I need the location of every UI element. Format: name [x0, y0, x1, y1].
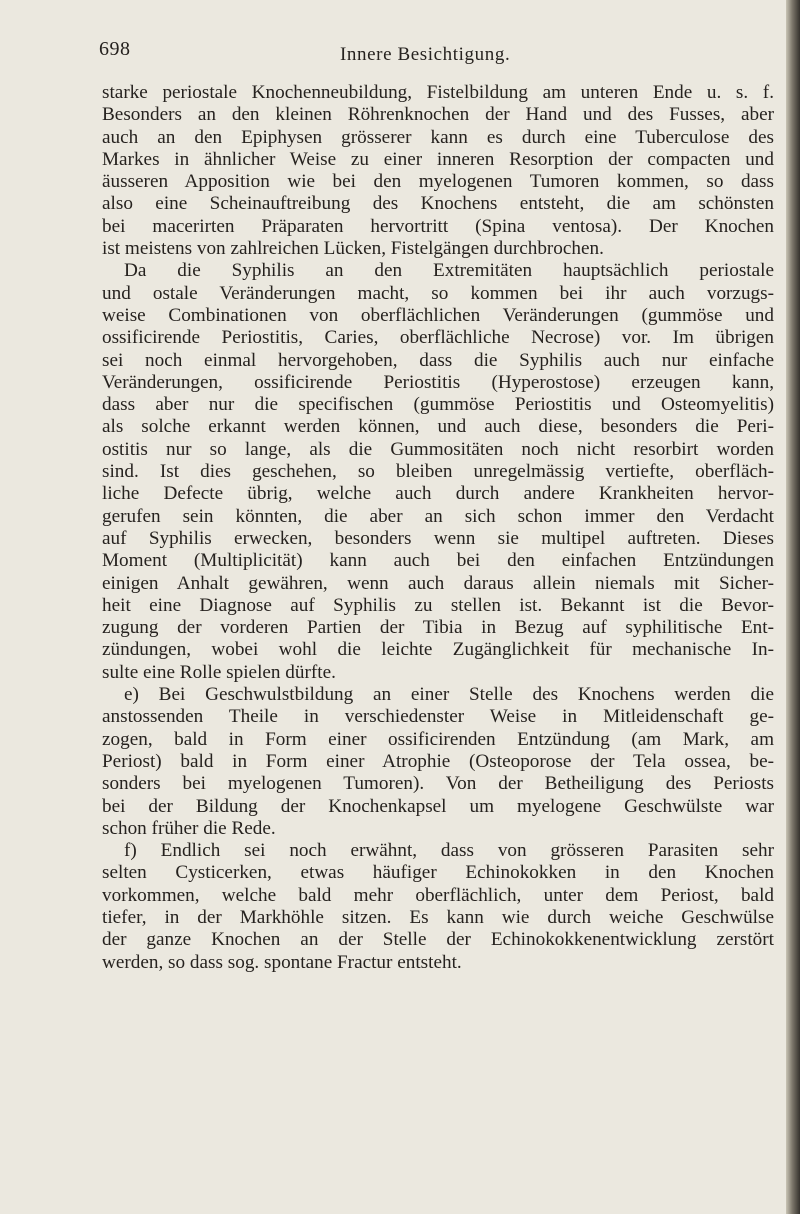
text-line: sei noch einmal hervorgehoben, dass die Syphilis auch nur einfache — [102, 349, 774, 371]
paragraph — [102, 684, 774, 840]
text-line: Besonders an den kleinen Röhrenknochen der Hand und des Fusses, aber — [102, 104, 774, 126]
page-number: 698 — [99, 38, 131, 60]
text-line: weise Combinationen von oberflächlichen Veränderungen (gummöse und — [102, 304, 774, 326]
text-line: bei der Bildung der Knochenkapsel um myelogene Geschwülste war — [102, 795, 774, 817]
text-line: zugung der vorderen Partien der Tibia in Bezug auf syphilitische Ent- — [102, 617, 774, 639]
text-line: f) Endlich sei noch erwähnt, dass von grösseren Parasiten sehr — [124, 840, 774, 862]
text-line: Moment (Multiplicität) kann auch bei den einfachen Entzündungen — [102, 550, 774, 572]
paragraph — [102, 260, 774, 684]
text-line: sind. Ist dies geschehen, so bleiben unregelmässig vertiefte, oberfläch- — [102, 461, 774, 483]
text-line: und ostale Veränderungen macht, so kommen bei ihr auch vorzugs- — [102, 282, 774, 304]
text-line: einigen Anhalt gewähren, wenn auch daraus allein niemals mit Sicher- — [102, 572, 774, 594]
paragraph — [102, 840, 774, 974]
text-line: Veränderungen, ossificirende Periostitis (Hyperostose) erzeugen kann, — [102, 371, 774, 393]
text-line: dass aber nur die specifischen (gummöse Periostitis und Osteomyelitis) — [102, 394, 774, 416]
text-line: heit eine Diagnose auf Syphilis zu stellen ist. Bekannt ist die Bevor- — [102, 594, 774, 616]
text-line: auch an den Epiphysen grösserer kann es durch eine Tuberculose des — [102, 126, 774, 148]
text-line: liche Defecte übrig, welche auch durch andere Krankheiten hervor- — [102, 483, 774, 505]
text-line: vorkommen, welche bald mehr oberflächlich, unter dem Periost, bald — [102, 884, 774, 906]
text-line: zogen, bald in Form einer ossificirenden Entzündung (am Mark, am — [102, 728, 774, 750]
text-line: ist meistens von zahlreichen Lücken, Fistelgängen durchbrochen. — [102, 238, 604, 260]
text-line: sonders bei myelogenen Tumoren). Von der Betheiligung des Periosts — [102, 773, 774, 795]
text-line: der ganze Knochen an der Stelle der Echinokokkenentwicklung zerstört — [102, 929, 774, 951]
text-line: werden, so dass sog. spontane Fractur entsteht. — [102, 951, 462, 973]
text-line: Markes in ähnlicher Weise zu einer inneren Resorption der compacten und — [102, 148, 774, 170]
text-line: ostitis nur so lange, als die Gummositäten noch nicht resorbirt worden — [102, 438, 774, 460]
text-line: ossificirende Periostitis, Caries, oberflächliche Necrose) vor. Im übrigen — [102, 327, 774, 349]
text-line: starke periostale Knochenneubildung, Fistelbildung am unteren Ende u. s. f. — [102, 82, 774, 103]
running-title: Innere Besichtigung. — [340, 44, 511, 65]
text-line: äusseren Apposition wie bei den myelogenen Tumoren kommen, so dass — [102, 171, 774, 193]
page-header — [0, 38, 790, 72]
text-line: Periost) bald in Form einer Atrophie (Osteoporose der Tela ossea, be- — [102, 750, 774, 772]
text-line: Da die Syphilis an den Extremitäten hauptsächlich periostale — [124, 260, 774, 282]
text-line: auf Syphilis erwecken, besonders wenn sie multipel auftreten. Dieses — [102, 527, 774, 549]
text-line: also eine Scheinauftreibung des Knochens entsteht, die am schönsten — [102, 193, 774, 215]
text-line: bei macerirten Präparaten hervortritt (Spina ventosa). Der Knochen — [102, 215, 774, 237]
text-line: e) Bei Geschwulstbildung an einer Stelle des Knochens werden die — [124, 684, 774, 706]
text-line: sulte eine Rolle spielen dürfte. — [102, 661, 336, 683]
page-binding-edge — [786, 0, 800, 1214]
text-line: tiefer, in der Markhöhle sitzen. Es kann wie durch weiche Geschwülse — [102, 906, 774, 928]
text-line: selten Cysticerken, etwas häufiger Echinokokken in den Knochen — [102, 862, 774, 884]
text-line: zündungen, wobei wohl die leichte Zugänglichkeit für mechanische In- — [102, 639, 774, 661]
paragraph — [102, 82, 774, 260]
text-line: als solche erkannt werden können, und auch diese, besonders die Peri- — [102, 416, 774, 438]
text-line: gerufen sein könnten, die aber an sich schon immer den Verdacht — [102, 505, 774, 527]
text-line: schon früher die Rede. — [102, 817, 276, 839]
text-line: anstossenden Theile in verschiedenster Weise in Mitleidenschaft ge- — [102, 706, 774, 728]
body-text — [102, 82, 774, 974]
